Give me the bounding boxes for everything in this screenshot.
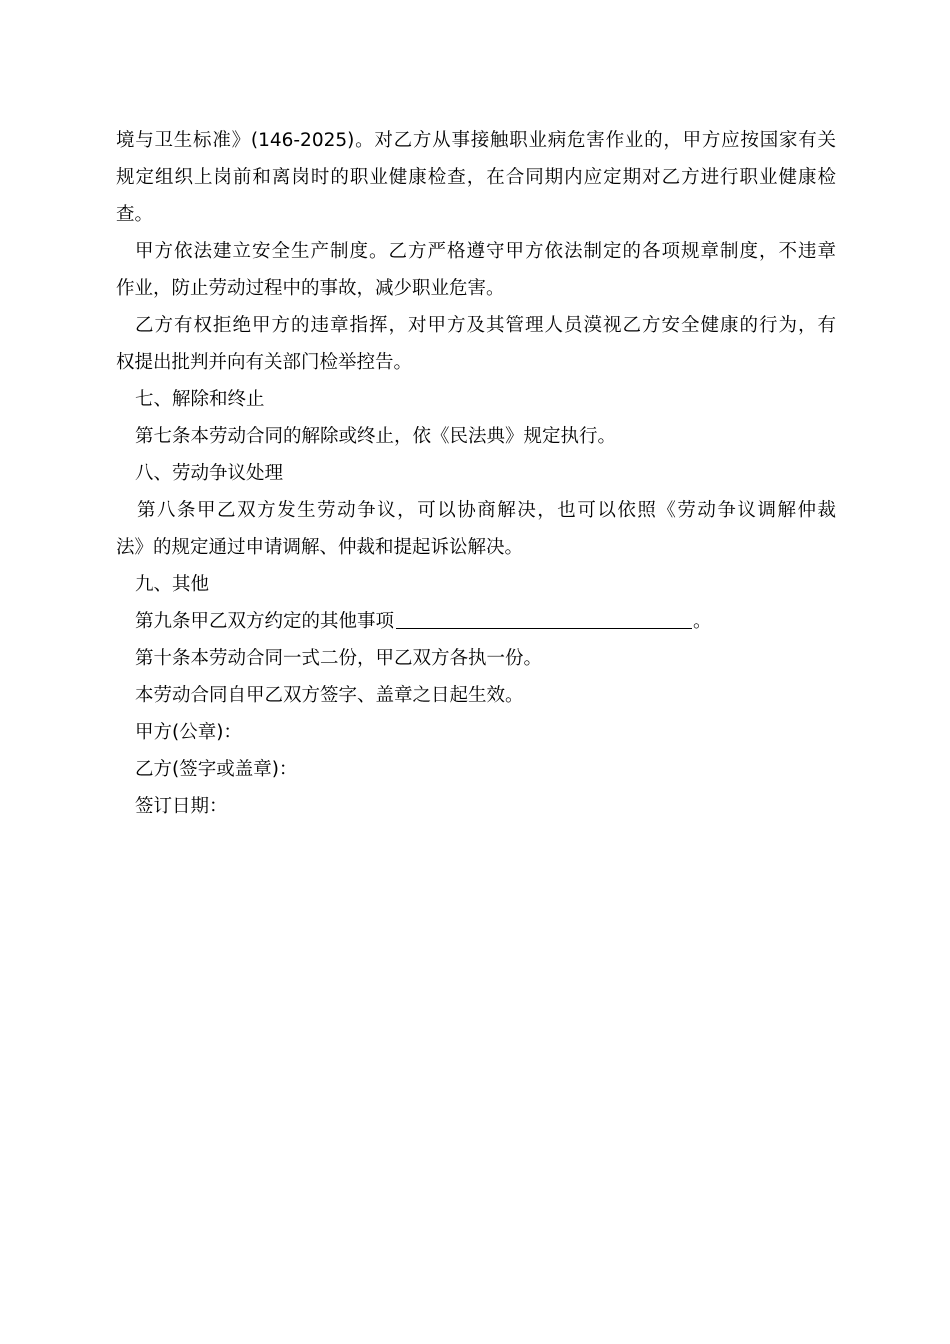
- article-10: 第十条本劳动合同一式二份，甲乙双方各执一份。: [135, 648, 543, 669]
- signing-date: 签订日期：: [135, 796, 228, 817]
- section-heading-termination: 七、解除和终止: [135, 389, 265, 410]
- text-line: 第八条甲乙双方发生劳动争议，可以协商解决，也可以依照《劳动争议调解仲裁: [137, 500, 836, 521]
- article-8: [116, 492, 836, 566]
- section-heading-dispute: 八、劳动争议处理: [135, 463, 284, 484]
- paragraph-refusal-right: [116, 307, 836, 381]
- paragraph-safety-rules: [116, 233, 836, 307]
- party-a-signature: 甲方(公章)：: [135, 722, 242, 743]
- text-line: 查。: [116, 204, 154, 225]
- party-b-signature: 乙方(签字或盖章)：: [135, 759, 298, 780]
- paragraph-occupational-health: [116, 122, 836, 233]
- text-line: 境与卫生标准》(146-2025)。对乙方从事接触职业病危害作业的，甲方应按国家有关: [116, 130, 836, 151]
- text-line: 法》的规定通过申请调解、仲裁和提起诉讼解决。: [116, 537, 524, 558]
- section-heading-other: 九、其他: [135, 574, 210, 595]
- article-9-end: 。: [693, 611, 712, 632]
- text-line: 规定组织上岗前和离岗时的职业健康检查，在合同期内应定期对乙方进行职业健康检: [116, 167, 836, 188]
- text-line: 作业，防止劳动过程中的事故，减少职业危害。: [116, 278, 505, 299]
- text-line: 乙方有权拒绝甲方的违章指挥，对甲方及其管理人员漠视乙方安全健康的行为，有: [135, 315, 836, 336]
- fill-in-blank[interactable]: [396, 608, 692, 629]
- effective-clause: 本劳动合同自甲乙双方签字、盖章之日起生效。: [135, 685, 524, 706]
- article-9: [116, 603, 836, 640]
- article-7: 第七条本劳动合同的解除或终止，依《民法典》规定执行。: [135, 426, 617, 447]
- document-body: [116, 122, 836, 825]
- text-line: 甲方依法建立安全生产制度。乙方严格遵守甲方依法制定的各项规章制度，不违章: [135, 241, 836, 262]
- article-9-text: 第九条甲乙双方约定的其他事项: [135, 611, 395, 632]
- text-line: 权提出批判并向有关部门检举控告。: [116, 352, 413, 373]
